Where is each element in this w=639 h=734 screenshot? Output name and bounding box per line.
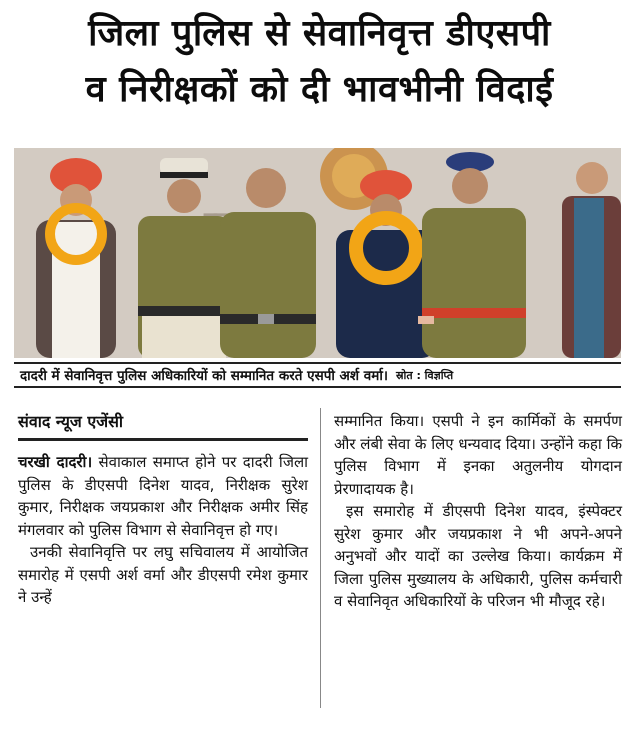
photo-caption-bar — [14, 362, 621, 388]
headline-line-1: जिला पुलिस से सेवानिवृत्त डीएसपी — [88, 13, 551, 54]
photo-illustration — [14, 148, 621, 358]
byline: संवाद न्यूज एजेंसी — [18, 410, 308, 441]
paragraph-3: इस समारोह में डीएसपी दिनेश यादव, इंस्पेक्टर सुरेश कुमार और जयप्रकाश ने भी अपने-अपने अनुभवों और यादों का उल्लेख किया। कार्यक्रम में जिला पुलिस मुख्यालय के अधिकारी, पुलिस कर्मचारी व सेवानिवृत अधिकारियों के परिजन भी मौजूद रहे। — [334, 502, 622, 610]
headline — [0, 6, 639, 118]
column-divider — [320, 408, 321, 708]
photo-source: स्रोत : विज्ञप्ति — [395, 368, 454, 382]
paragraph-1-text: सेवाकाल समाप्त होने पर दादरी जिला पुलिस के डीएसपी दिनेश यादव, निरीक्षक सुरेश कुमार, निरीक्षक जयप्रकाश और निरीक्षक अमीर सिंह मंगलवार को पुलिस विभाग से सेवानिवृत्त हो गए। — [18, 453, 309, 539]
paragraph-1 — [18, 451, 308, 541]
paragraph-2-start: उनकी सेवानिवृत्ति पर लघु सचिवालय में आयोजित समारोह में एसपी अर्श वर्मा और डीएसपी रमेश कुमार ने उन्हें — [18, 543, 308, 606]
paragraph-2-cont: सम्मानित किया। एसपी ने इन कार्मिकों के समर्पण और लंबी सेवा के लिए धन्यवाद दिया। उन्होंने कहा कि पुलिस विभाग में इनका अतुलनीय योगदान प्रेरणादायक है। — [334, 412, 622, 498]
dateline: चरखी दादरी। — [18, 453, 93, 471]
article-right-column — [334, 410, 622, 613]
news-photo — [14, 148, 621, 358]
photo-caption: दादरी में सेवानिवृत्त पुलिस अधिकारियों को सम्मानित करते एसपी अर्श वर्मा। — [20, 368, 388, 384]
headline-line-2: व निरीक्षकों को दी भावभीनी विदाई — [85, 69, 554, 110]
article-left-column — [18, 410, 308, 609]
